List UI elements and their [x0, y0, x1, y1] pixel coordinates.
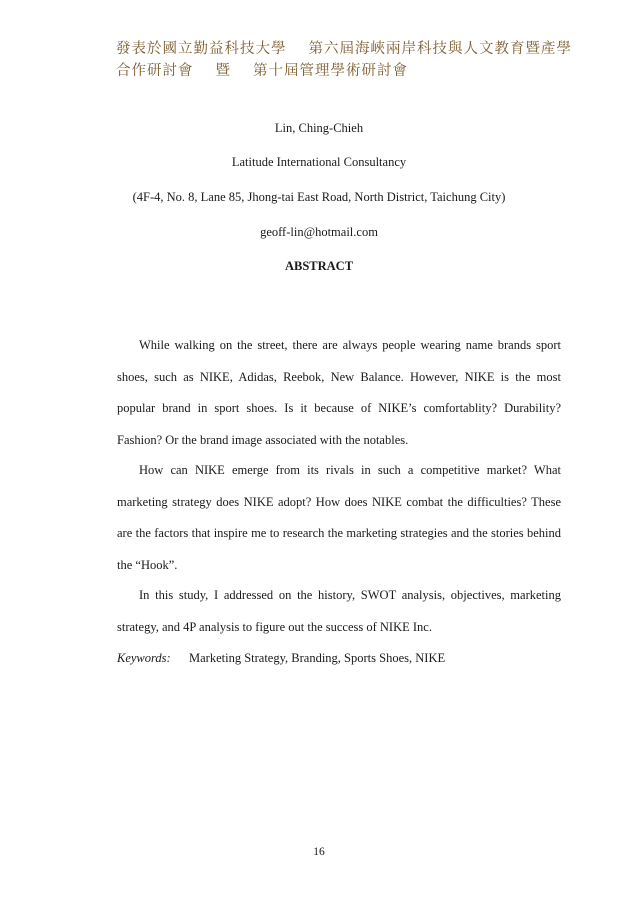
- abstract-paragraph-2: How can NIKE emerge from its rivals in such a competitive market? What marketing strategy does NIKE adopt? How does NIKE combat the difficulties? These are the factors that inspire me to research the marketing strategies and the stories behind the “Hook”.: [117, 463, 561, 572]
- keywords-label: Keywords:: [117, 651, 171, 665]
- abstract-paragraph-3: In this study, I addressed on the history, SWOT analysis, objectives, marketing strategy, and 4P analysis to figure out the success of NIKE Inc.: [117, 588, 561, 634]
- author-address: (4F-4, No. 8, Lane 85, Jhong-tai East Road, North District, Taichung City): [132, 190, 506, 204]
- abstract-paragraph-1: While walking on the street, there are always people wearing name brands sport shoes, such as NIKE, Adidas, Reebok, New Balance. However, NIKE is the most popular brand in sport shoes. Is it because of NIKE’s comfortablity? Durability? Fashion? Or the brand image associated with the notables.: [117, 338, 561, 447]
- abstract-title: ABSTRACT: [284, 259, 354, 273]
- header-conjunction: 暨: [215, 63, 231, 79]
- header-second-conference: 第十屆管理學術研討會: [253, 63, 408, 79]
- conference-header: [116, 38, 576, 82]
- keywords-value: Marketing Strategy, Branding, Sports Shoes, NIKE: [189, 651, 446, 665]
- keywords-line: [117, 651, 445, 666]
- author-name: Lin, Ching-Chieh: [274, 121, 364, 135]
- header-conference-title: 第六屆海峽兩岸科技與人文教育暨產學: [308, 41, 572, 57]
- author-affiliation: Latitude International Consultancy: [231, 155, 407, 169]
- header-line-1: [116, 38, 576, 60]
- header-line-2: [116, 60, 576, 82]
- author-email: geoff-lin@hotmail.com: [260, 225, 378, 239]
- header-venue: 發表於國立勤益科技大學: [116, 41, 287, 57]
- page-number: 16: [313, 846, 325, 858]
- header-conference-title-cont: 合作研討會: [116, 63, 194, 79]
